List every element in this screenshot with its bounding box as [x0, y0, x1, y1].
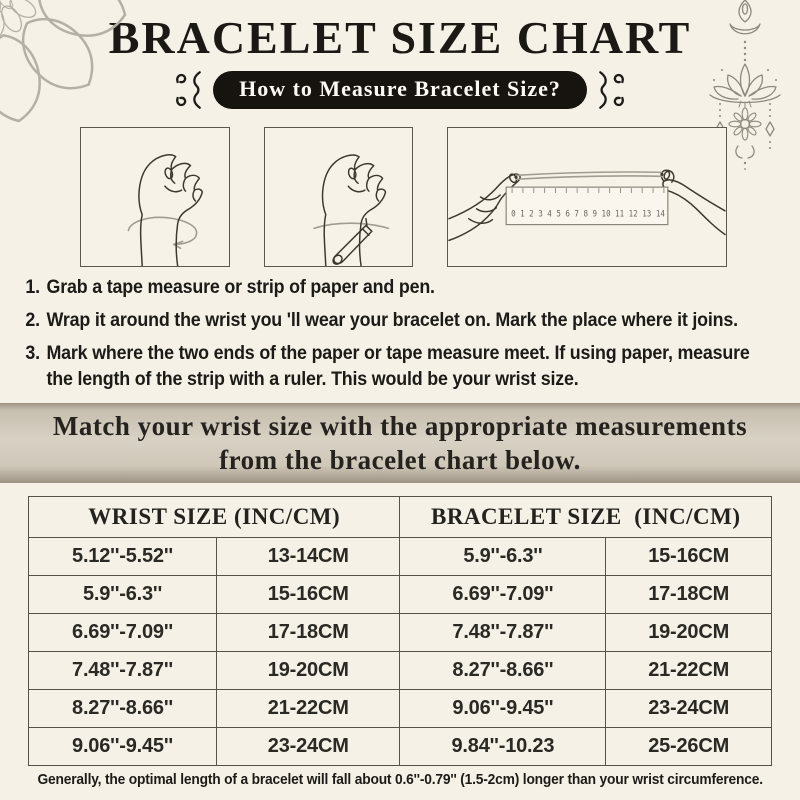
illustration-row — [0, 127, 800, 269]
wrist-cm-cell: 23-24CM — [216, 727, 400, 765]
table-row — [29, 613, 772, 651]
wrist-inch-cell: 7.48''-7.87'' — [29, 651, 217, 689]
bracelet-inch-cell: 7.48''-7.87'' — [400, 613, 606, 651]
illustration-wrap-tape — [80, 127, 230, 267]
illustration-measure-with-ruler — [447, 127, 727, 267]
wrist-inch-cell: 8.27''-8.66'' — [29, 689, 217, 727]
fist-with-tape-illustration — [81, 128, 229, 266]
wrist-inch-cell: 9.06''-9.45'' — [29, 727, 217, 765]
banner-line-2: from the bracelet chart below. — [219, 444, 581, 475]
size-table — [28, 496, 772, 766]
hands-with-ruler-illustration — [448, 128, 726, 266]
step-number: 2. — [25, 309, 40, 331]
wrist-cm-cell: 17-18CM — [216, 613, 400, 651]
fist-with-pen-illustration — [265, 128, 412, 266]
instruction-step-2 — [25, 308, 754, 334]
bracelet-cm-cell: 17-18CM — [606, 575, 772, 613]
match-banner — [0, 403, 800, 483]
flourish-right-icon — [595, 69, 625, 111]
instructions-list — [0, 275, 763, 393]
wrist-cm-cell: 19-20CM — [216, 651, 400, 689]
bracelet-inch-cell: 9.06''-9.45'' — [400, 689, 606, 727]
wrist-cm-cell: 15-16CM — [216, 575, 400, 613]
table-row — [29, 689, 772, 727]
illustration-mark-with-pen — [264, 127, 413, 267]
step-text: Wrap it around the wrist you 'll wear your bracelet on. Mark the place where it joins. — [46, 309, 738, 331]
flourish-left-icon — [175, 69, 205, 111]
step-number: 3. — [25, 342, 40, 364]
wrist-size-header: WRIST SIZE (INC/CM) — [29, 496, 400, 537]
badge-row — [0, 69, 800, 111]
page-title: BRACELET SIZE CHART — [108, 12, 692, 63]
bracelet-inch-cell: 6.69''-7.09'' — [400, 575, 606, 613]
bracelet-inch-cell: 5.9''-6.3'' — [400, 537, 606, 575]
instruction-step-3 — [25, 341, 754, 393]
bracelet-size-header: BRACELET SIZE (INC/CM) — [400, 496, 772, 537]
wrist-cm-cell: 21-22CM — [216, 689, 400, 727]
wrist-inch-cell: 6.69''-7.09'' — [29, 613, 217, 651]
wrist-cm-cell: 13-14CM — [216, 537, 400, 575]
size-table-header-row — [29, 496, 772, 537]
table-row — [29, 651, 772, 689]
step-text: Mark where the two ends of the paper or tape measure meet. If using paper, measure the length of the strip with a ruler. This would be your wrist size. — [46, 342, 750, 390]
bracelet-cm-cell: 19-20CM — [606, 613, 772, 651]
bracelet-cm-cell: 21-22CM — [606, 651, 772, 689]
step-text: Grab a tape measure or strip of paper and pen. — [46, 276, 435, 298]
bracelet-inch-cell: 8.27''-8.66'' — [400, 651, 606, 689]
bracelet-cm-cell: 25-26CM — [606, 727, 772, 765]
footer-note: Generally, the optimal length of a bracelet will fall about 0.6''-0.79'' (1.5-2cm) longer than your wrist circumference. — [37, 770, 763, 788]
wrist-inch-cell: 5.12''-5.52'' — [29, 537, 217, 575]
bracelet-inch-cell: 9.84''-10.23 — [400, 727, 606, 765]
banner-line-1: Match your wrist size with the appropriate measurements — [52, 410, 748, 441]
bracelet-cm-cell: 23-24CM — [606, 689, 772, 727]
step-number: 1. — [25, 276, 40, 298]
ruler-numbers: 0 1 2 3 4 5 6 7 8 9 10 11 12 13 14 — [511, 209, 665, 220]
how-to-measure-badge: How to Measure Bracelet Size? — [213, 71, 587, 109]
table-row — [29, 537, 772, 575]
table-row — [29, 575, 772, 613]
wrist-inch-cell: 5.9''-6.3'' — [29, 575, 217, 613]
bracelet-cm-cell: 15-16CM — [606, 537, 772, 575]
table-row — [29, 727, 772, 765]
instruction-step-1 — [25, 275, 754, 301]
